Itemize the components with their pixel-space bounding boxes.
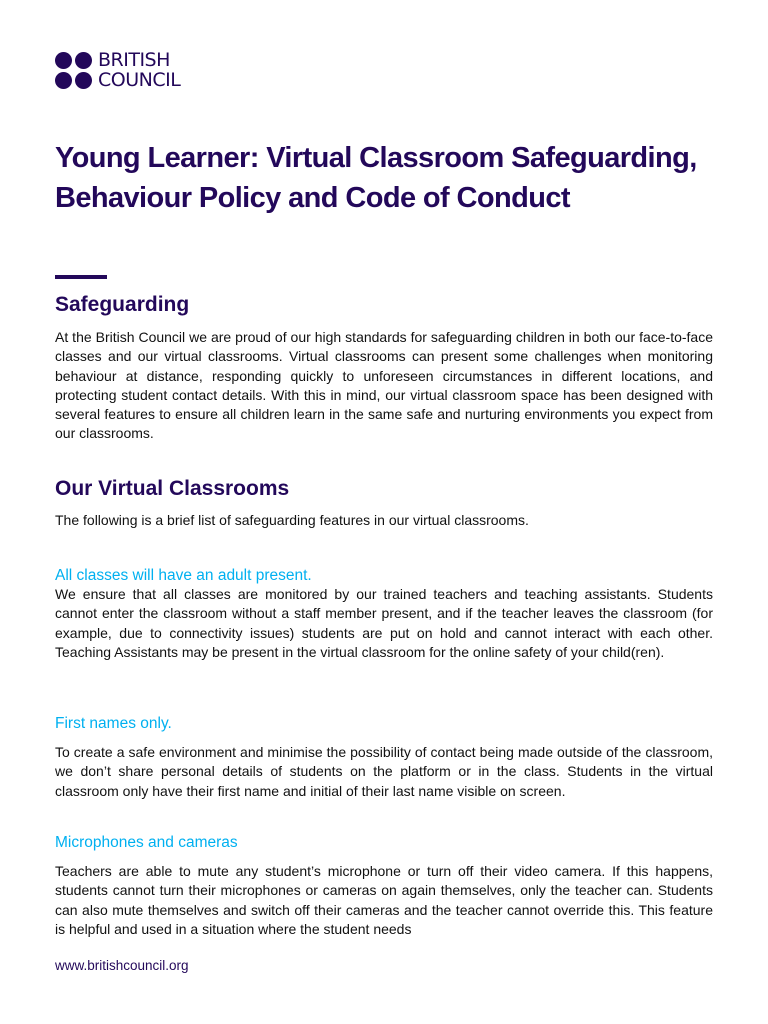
title-underline [55,275,107,279]
logo-dots-icon [55,52,92,89]
first-names-paragraph: To create a safe environment and minimise the possibility of contact being made outside of the classroom, we don’t share personal details of students on the platform or in the class. Students in the virtual classroom only have their first name and initial of their last name visible on screen. [55,744,713,799]
adult-present-paragraph: We ensure that all classes are monitored by our trained teachers and teaching assistants. Students cannot enter the classroom without a staff member present, and if the teacher leaves the classroom (for example, due to connectivity issues) students are put on hold and cannot interact with each other. Teaching Assistants may be present in the virtual classroom for the online safety of your child(ren). [55,586,713,660]
first-names-heading: First names only. [55,715,172,732]
safeguarding-heading: Safeguarding [55,293,190,316]
adult-present-heading: All classes will have an adult present. [55,567,312,584]
logo-line-1: BRITISH [98,49,170,71]
logo-wordmark [98,50,180,90]
document-title: Young Learner: Virtual Classroom Safeguarding, Behaviour Policy and Code of Conduct [55,142,697,214]
logo-dot [75,52,92,69]
logo-dot [55,52,72,69]
british-council-logo [55,50,180,90]
virtual-classrooms-heading: Our Virtual Classrooms [55,477,290,500]
footer-website-link[interactable]: www.britishcouncil.org [55,958,189,973]
logo-line-2: COUNCIL [98,69,181,91]
logo-dot [75,72,92,89]
microphones-cameras-paragraph: Teachers are able to mute any student’s microphone or turn off their video camera. If this happens, students cannot turn their microphones or cameras on again themselves, only the teacher can. Students can also mute themselves and switch off their cameras and the teacher cannot override this. This feature is helpful and used in a situation where the student needs [55,863,713,937]
logo-dot [55,72,72,89]
safeguarding-paragraph: At the British Council we are proud of our high standards for safeguarding children in both our face-to-face classes and our virtual classrooms. Virtual classrooms can present some challenges when monitoring behaviour at distance, responding quickly to unforeseen circumstances in different locations, and protecting student contact details. With this in mind, our virtual classroom space has been designed with several features to ensure all children learn in the same safe and nurturing environments you expect from our classrooms. [55,329,713,442]
virtual-classrooms-intro: The following is a brief list of safeguarding features in our virtual classrooms. [55,512,529,528]
microphones-cameras-heading: Microphones and cameras [55,834,238,851]
